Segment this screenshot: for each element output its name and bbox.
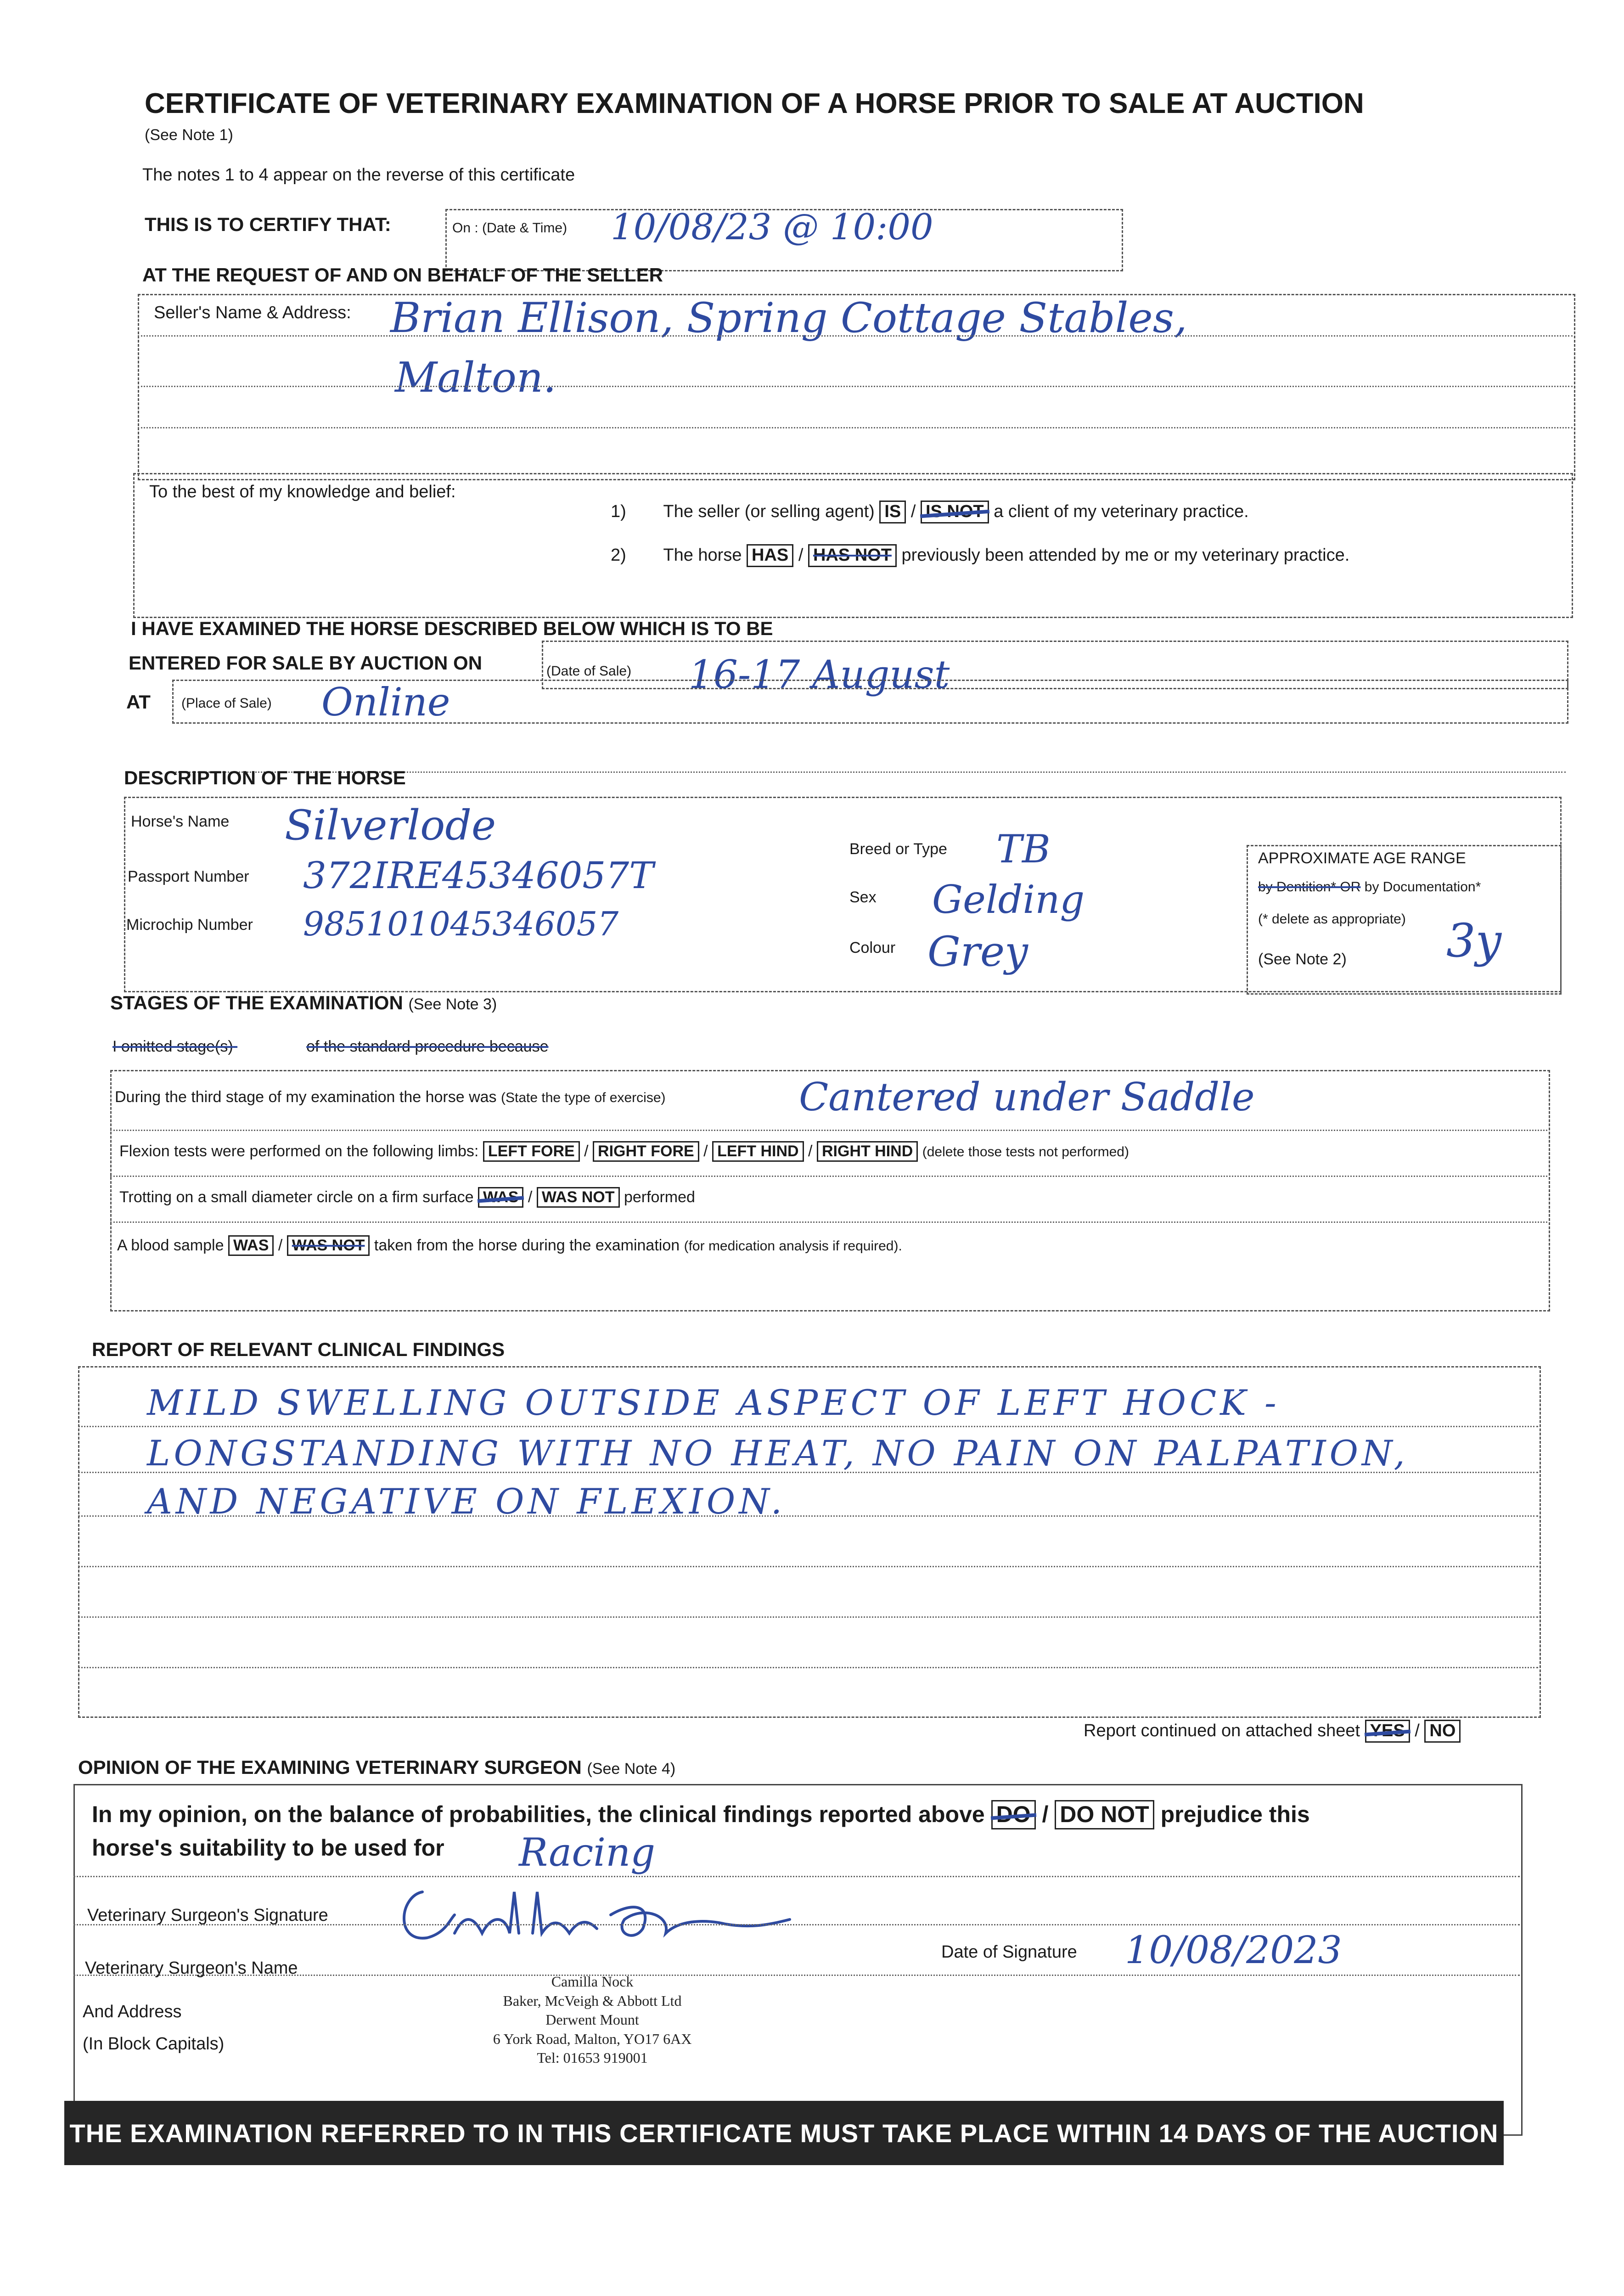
seller-rule-2 bbox=[138, 386, 1573, 387]
item2-post: previously been attended by me or my veterinary practice. bbox=[901, 546, 1350, 565]
findings-rule-6 bbox=[78, 1667, 1538, 1668]
opinion-use-value: Racing bbox=[519, 1830, 656, 1875]
vet-stamp bbox=[450, 1972, 735, 2068]
age-by-dentition: by Dentition* OR bbox=[1258, 879, 1361, 895]
request-line: AT THE REQUEST OF AND ON BEHALF OF THE SELLER bbox=[142, 264, 663, 286]
colour-label: Colour bbox=[849, 939, 896, 957]
blood-was-option[interactable]: WAS bbox=[228, 1235, 274, 1256]
stamp-line: Baker, McVeigh & Abbott Ltd bbox=[503, 1992, 682, 2009]
passport-label: Passport Number bbox=[128, 868, 249, 885]
third-stage-value: Cantered under Saddle bbox=[799, 1075, 1255, 1120]
findings-rule-1 bbox=[78, 1426, 1538, 1427]
item1-sep: / bbox=[910, 502, 916, 521]
stamp-line: Tel: 01653 919001 bbox=[537, 2049, 648, 2066]
horse-name-value: Silverlode bbox=[285, 801, 496, 850]
opinion-do-not-option[interactable]: DO NOT bbox=[1055, 1800, 1154, 1829]
trot-was-not-option[interactable]: WAS NOT bbox=[537, 1187, 620, 1208]
sex-value: Gelding bbox=[932, 877, 1085, 922]
date-signature-value: 10/08/2023 bbox=[1125, 1929, 1342, 1972]
at-label: AT bbox=[126, 691, 151, 713]
flexion-right-hind[interactable]: RIGHT HIND bbox=[817, 1141, 918, 1162]
blood-row: A blood sample WAS / WAS NOT taken from the horse during the examination (for medication analysis if required). bbox=[117, 1235, 902, 1256]
continued-row: Report continued on attached sheet YES / NO bbox=[1084, 1720, 1461, 1743]
age-delete-note: (* delete as appropriate) bbox=[1258, 912, 1406, 927]
blood-pre: A blood sample bbox=[117, 1237, 224, 1254]
stamp-line: Derwent Mount bbox=[545, 2011, 639, 2028]
opinion-line-1: In my opinion, on the balance of probabilities, the clinical findings reported above DO / DO NOT prejudice this bbox=[92, 1800, 1310, 1829]
trot-row: Trotting on a small diameter circle on a firm surface WAS / WAS NOT performed bbox=[119, 1187, 695, 1208]
colour-value: Grey bbox=[927, 928, 1028, 976]
findings-heading: REPORT OF RELEVANT CLINICAL FINDINGS bbox=[92, 1339, 505, 1360]
breed-label: Breed or Type bbox=[849, 840, 947, 858]
item2-num: 2) bbox=[611, 546, 626, 565]
sale-place-label: (Place of Sale) bbox=[181, 696, 272, 711]
blood-was-not-option[interactable]: WAS NOT bbox=[287, 1235, 370, 1256]
age-value: 3y bbox=[1446, 914, 1502, 968]
opinion-do-option[interactable]: DO bbox=[991, 1800, 1036, 1829]
knowledge-item-1 bbox=[611, 501, 1249, 523]
findings-rule-4 bbox=[78, 1566, 1538, 1567]
item1-num: 1) bbox=[611, 502, 626, 521]
opinion-heading-row bbox=[78, 1756, 675, 1778]
third-stage-label: During the third stage of my examination the horse was bbox=[115, 1088, 497, 1106]
blood-post: taken from the horse during the examination bbox=[374, 1237, 680, 1254]
passport-value: 372IRE45346057T bbox=[303, 854, 654, 897]
trot-label: Trotting on a small diameter circle on a firm surface bbox=[119, 1188, 474, 1206]
omitted-label: I omitted stage(s) bbox=[112, 1038, 233, 1055]
findings-line-1: MILD SWELLING OUTSIDE ASPECT OF LEFT HOCK - bbox=[147, 1382, 1280, 1423]
item2-pre: The horse bbox=[663, 546, 742, 565]
date-time-value: 10/08/23 @ 10:00 bbox=[611, 207, 933, 248]
omitted-post: of the standard procedure because bbox=[306, 1038, 549, 1055]
item2-sep: / bbox=[798, 546, 804, 565]
stamp-line: Camilla Nock bbox=[551, 1973, 634, 1990]
age-see-note: (See Note 2) bbox=[1258, 951, 1347, 968]
third-stage-hint: (State the type of exercise) bbox=[501, 1090, 666, 1105]
opinion-line1-post: prejudice this bbox=[1160, 1801, 1310, 1827]
findings-line-3: AND NEGATIVE ON FLEXION. bbox=[147, 1481, 786, 1522]
date-time-label: On : (Date & Time) bbox=[452, 220, 568, 236]
stage-rule-3 bbox=[110, 1221, 1547, 1223]
omitted-stages-line bbox=[112, 1038, 548, 1056]
stage-rule-1 bbox=[110, 1130, 1547, 1131]
sale-date-label: (Date of Sale) bbox=[546, 664, 632, 679]
trot-was-option[interactable]: WAS bbox=[478, 1187, 523, 1208]
knowledge-item-2 bbox=[611, 544, 1349, 567]
microchip-value: 985101045346057 bbox=[303, 905, 619, 943]
opinion-line1-pre: In my opinion, on the balance of probabilities, the clinical findings reported above bbox=[92, 1801, 985, 1827]
horse-has-option[interactable]: HAS bbox=[747, 544, 793, 567]
see-note-1: (See Note 1) bbox=[145, 126, 233, 144]
notes-line: The notes 1 to 4 appear on the reverse of this certificate bbox=[142, 165, 575, 185]
sale-place-value: Online bbox=[321, 680, 450, 725]
findings-line-2: LONGSTANDING WITH NO HEAT, NO PAIN ON PALPATION, bbox=[147, 1433, 1409, 1474]
seller-rule-1 bbox=[138, 335, 1573, 337]
certify-label: THIS IS TO CERTIFY THAT: bbox=[145, 214, 391, 235]
stamp-line: 6 York Road, Malton, YO17 6AX bbox=[493, 2030, 692, 2047]
entered-label: ENTERED FOR SALE BY AUCTION ON bbox=[129, 652, 483, 674]
stages-heading-row bbox=[110, 992, 497, 1014]
seller-name-line: Brian Ellison, Spring Cottage Stables, bbox=[390, 294, 1187, 342]
signature-label: Veterinary Surgeon's Signature bbox=[87, 1906, 328, 1925]
horse-has-not-option[interactable]: HAS NOT bbox=[808, 544, 897, 567]
age-heading: APPROXIMATE AGE RANGE bbox=[1258, 850, 1466, 867]
findings-rule-5 bbox=[78, 1616, 1538, 1618]
opinion-heading: OPINION OF THE EXAMINING VETERINARY SURGEON bbox=[78, 1756, 582, 1778]
block-caps-label: (In Block Capitals) bbox=[83, 2034, 225, 2054]
vet-name-label: Veterinary Surgeon's Name bbox=[85, 1958, 298, 1978]
flexion-left-fore[interactable]: LEFT FORE bbox=[483, 1141, 580, 1162]
third-stage-row bbox=[115, 1088, 666, 1106]
continued-no-option[interactable]: NO bbox=[1424, 1720, 1461, 1743]
stage-rule-2 bbox=[110, 1176, 1547, 1177]
flexion-left-hind[interactable]: LEFT HIND bbox=[712, 1141, 804, 1162]
seller-is-not-option[interactable]: IS NOT bbox=[921, 501, 989, 523]
opinion-line2-pre: horse's suitability to be used for bbox=[92, 1835, 444, 1861]
seller-rule-3 bbox=[138, 427, 1573, 428]
seller-label: Seller's Name & Address: bbox=[154, 303, 351, 322]
knowledge-label: To the best of my knowledge and belief: bbox=[149, 482, 456, 501]
date-signature-label: Date of Signature bbox=[941, 1942, 1077, 1962]
opinion-note: (See Note 4) bbox=[587, 1760, 676, 1778]
breed-value: TB bbox=[996, 827, 1051, 872]
continued-label: Report continued on attached sheet bbox=[1084, 1721, 1360, 1740]
signature-image bbox=[395, 1864, 854, 1956]
stages-note: (See Note 3) bbox=[408, 996, 497, 1013]
trot-post: performed bbox=[624, 1188, 695, 1206]
flexion-right-fore[interactable]: RIGHT FORE bbox=[593, 1141, 699, 1162]
seller-is-option[interactable]: IS bbox=[879, 501, 906, 523]
sale-date-value: 16-17 August bbox=[689, 652, 950, 697]
flexion-row: Flexion tests were performed on the following limbs: LEFT FORE / RIGHT FORE / LEFT HIND / RIGHT HIND (delete those tests not performed) bbox=[119, 1141, 1129, 1162]
flexion-label: Flexion tests were performed on the following limbs: bbox=[119, 1142, 479, 1160]
sex-label: Sex bbox=[849, 889, 877, 906]
stages-heading: STAGES OF THE EXAMINATION bbox=[110, 992, 403, 1013]
opinion-rule-2 bbox=[73, 1924, 1520, 1925]
seller-address-line: Malton. bbox=[395, 354, 556, 402]
flexion-note: (delete those tests not performed) bbox=[922, 1144, 1129, 1159]
blood-note: (for medication analysis if required). bbox=[684, 1238, 902, 1254]
age-methods bbox=[1258, 879, 1481, 895]
footer-banner: THE EXAMINATION REFERRED TO IN THIS CERTIFICATE MUST TAKE PLACE WITHIN 14 DAYS OF THE AUCTION bbox=[64, 2101, 1504, 2165]
item1-pre: The seller (or selling agent) bbox=[663, 502, 875, 521]
description-heading: DESCRIPTION OF THE HORSE bbox=[124, 767, 406, 788]
address-label: And Address bbox=[83, 2002, 182, 2021]
examined-line: I HAVE EXAMINED THE HORSE DESCRIBED BELOW WHICH IS TO BE bbox=[131, 618, 773, 639]
age-by-documentation: by Documentation* bbox=[1364, 879, 1481, 895]
horse-name-label: Horse's Name bbox=[131, 813, 230, 830]
microchip-label: Microchip Number bbox=[126, 916, 253, 934]
continued-yes-option[interactable]: YES bbox=[1365, 1720, 1410, 1743]
item1-post: a client of my veterinary practice. bbox=[994, 502, 1249, 521]
certificate-title: CERTIFICATE OF VETERINARY EXAMINATION OF A HORSE PRIOR TO SALE AT AUCTION bbox=[145, 88, 1364, 119]
